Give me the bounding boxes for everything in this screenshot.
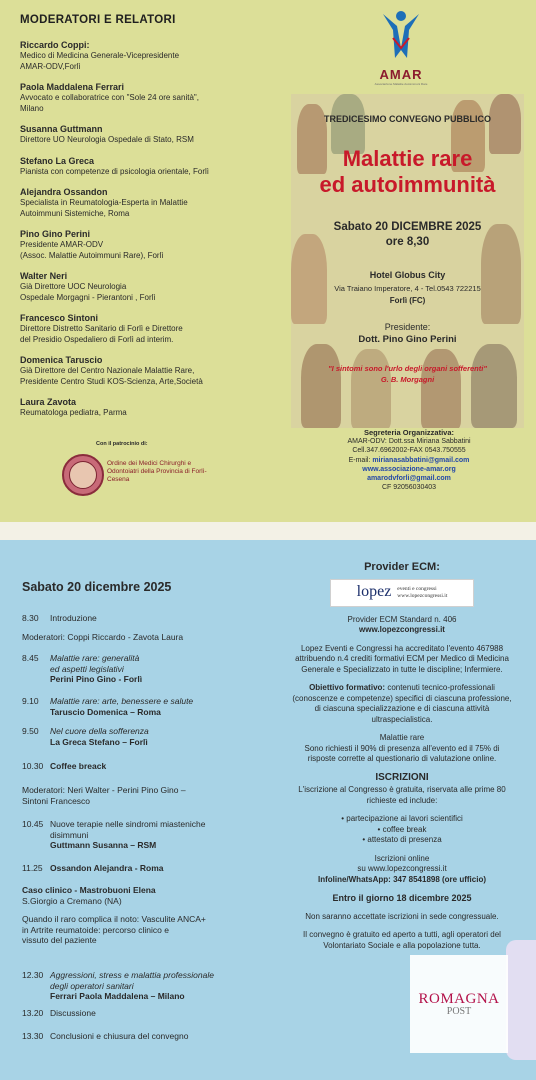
moderators-column (20, 14, 275, 429)
badge-sub: POST (446, 1006, 472, 1017)
program-time: 9.50 (22, 726, 39, 736)
secretariat (296, 428, 522, 492)
program-text (22, 914, 252, 946)
program-time: 12.30 (22, 970, 44, 980)
reg-item: • coffee break (377, 824, 427, 834)
person-role: Direttore Distretto Sanitario di Forlì e Direttore del Presidio Ospedaliero di Forlì ad interim. (20, 324, 183, 344)
people-list (20, 40, 275, 419)
online-site[interactable]: su www.lopezcongressi.it (357, 864, 447, 873)
person-name: Stefano La Greca (20, 155, 95, 166)
program-time: 13.20 (22, 1008, 44, 1018)
person-role: Avvocato e collaboratrice con "Sole 24 ore sanità", Milano (20, 93, 199, 113)
program-line: Guttmann Susanna – RSM (50, 840, 157, 850)
program-time: 8.45 (22, 653, 39, 663)
person-role: Medico di Medicina Generale-Vicepresidente AMAR-ODV,Forlì (20, 51, 180, 71)
person-name: Riccardo Coppi: (20, 40, 90, 50)
reg-item: • partecipazione ai lavori scientifici (341, 814, 463, 823)
badge-main: ROMAGNA (418, 991, 500, 1007)
person-name: Pino Gino Perini (20, 229, 91, 239)
event-date-line: Sabato 20 DICEMBRE 2025 (333, 221, 482, 233)
event-quote: "I sintomi sono l'urlo degli organi sofferenti" (328, 364, 487, 373)
rare-title: Malattie rare (379, 733, 425, 742)
president-label: Presidente: (384, 322, 431, 332)
event-text (291, 94, 524, 428)
event-date (291, 220, 524, 250)
lopez-sub1: eventi e congressi (397, 585, 437, 592)
reg-item: • attestato di presenza (362, 835, 442, 844)
event-time: ore 8,30 (385, 236, 430, 248)
email-link[interactable]: mirianasabbatini@gmail.com (372, 456, 470, 464)
person-entry (20, 229, 275, 261)
lopez-sub2: www.lopezcongressi.it (397, 592, 448, 599)
program-line: Moderatori: Neri Walter - Perini Pino Gino – (22, 785, 186, 795)
ecm-site[interactable]: www.lopezcongressi.it (359, 625, 445, 634)
program-text (50, 696, 280, 717)
program-text (50, 726, 280, 747)
person-entry (20, 355, 275, 387)
program-line: Quando il raro complica il noto: Vasculite ANCA+ (22, 914, 206, 924)
program-text (50, 970, 280, 1002)
person-role: Già Direttore del Centro Nazionale Malattie Rare, Presidente Centro Studi KOS-Scienza, Arte,Società (20, 366, 203, 386)
person-role: Presidente AMAR-ODV (Assoc. Malattie Autoimmuni Rare), Forlì (20, 240, 164, 260)
secretariat-title: Segreteria Organizzativa: (363, 428, 455, 437)
registration-title: ISCRIZIONI (375, 771, 429, 783)
person-role: Reumatologa pediatra, Parma (20, 408, 127, 417)
deadline: Entro il giorno 18 dicembre 2025 (332, 893, 472, 903)
program-text (50, 863, 280, 874)
program-line: Caso clinico - Mastrobuoni Elena (22, 885, 156, 895)
program-line: vissuto del paziente (22, 935, 97, 945)
free-text: Il convegno è gratuito ed aperto a tutti, agli operatori del Volontariato Sociale e alla popolazione tutta. (303, 930, 501, 950)
program-text (50, 653, 280, 685)
program-time: 11.25 (22, 863, 43, 873)
person-role: Direttore UO Neurologia Ospedale di Stato, RSM (20, 135, 194, 144)
person-entry (20, 82, 275, 114)
program-time: 8.30 (22, 613, 39, 623)
event-title (291, 146, 524, 198)
program-text (22, 785, 252, 806)
quote-author: G. B. Morgagni (380, 375, 435, 384)
objective-label: Obiettivo formativo: (309, 683, 386, 692)
program-column (22, 580, 277, 610)
event-city: Forlì (FC) (389, 296, 426, 305)
program-text (22, 885, 252, 906)
person-name: Francesco Sintoni (20, 313, 99, 323)
secretariat-line1: AMAR-ODV: Dott.ssa Miriana Sabbatini (347, 438, 471, 446)
email-label: E-mail: (348, 456, 371, 464)
program-line: degli operatori sanitari (50, 980, 134, 991)
person-entry (20, 397, 275, 419)
program-text (50, 613, 280, 624)
person-name: Susanna Guttmann (20, 124, 103, 134)
program-text (22, 632, 252, 643)
event-poster (291, 94, 524, 428)
person-role: Già Direttore UOC Neurologia Ospedale Morgagni - Pierantoni , Forlì (20, 282, 156, 302)
secretariat-email-row (296, 456, 522, 465)
person-entry (20, 313, 275, 345)
person-entry (20, 187, 275, 219)
program-line: Ferrari Paola Maddalena – Milano (50, 991, 185, 1001)
event-title-line2: ed autoimmunità (319, 172, 496, 197)
ecm-column (292, 562, 512, 951)
website-link[interactable]: www.associazione-amar.org (362, 465, 456, 473)
order-seal-icon (62, 454, 104, 496)
event-title-line1: Malattie rare (342, 146, 473, 171)
person-entry (20, 40, 275, 72)
ecm-accredit: Lopez Eventi e Congressi ha accreditato l'evento 467988 attribuendo n.4 crediti formativi ECM per Medico di Medicina Generale e Specializzato in tutte le discipline; Infermiere. (295, 643, 509, 674)
program-line: Nel cuore della sofferenza (50, 726, 149, 736)
program-time: 13.30 (22, 1031, 44, 1041)
moderators-title: MODERATORI E RELATORI (20, 14, 176, 26)
secretariat-line2: Cell.347.6962002-FAX 0543.750555 (352, 447, 466, 455)
program-time: 9.10 (22, 696, 39, 706)
program-line: Sintoni Francesco (22, 795, 91, 806)
person-name: Paola Maddalena Ferrari (20, 82, 125, 92)
program-line: Aggressioni, stress e malattia professionale (50, 970, 214, 980)
person-name: Laura Zavota (20, 397, 77, 407)
program-line: Coffee breack (50, 761, 107, 771)
program-title: Sabato 20 dicembre 2025 (22, 580, 172, 594)
event-address: Via Traiano Imperatore, 4 - Tel.0543 722215 (334, 284, 481, 293)
program-text (50, 819, 280, 851)
program-text (50, 761, 280, 772)
program-text (50, 1031, 280, 1042)
person-role: Pianista con competenze di psicologia orientale, Forlì (20, 166, 209, 176)
email2-link[interactable]: amarodvforli@gmail.com (367, 475, 451, 483)
person-name: Walter Neri (20, 271, 68, 281)
president-name: Dott. Pino Gino Perini (358, 334, 457, 345)
program-line: Ossandon Alejandra - Roma (50, 863, 164, 873)
not-accepted: Non saranno accettate iscrizioni in sede congressuale. (305, 911, 499, 921)
program-line: Nuove terapie nelle sindromi miasteniche (50, 819, 206, 829)
program-line: Malattie rare: arte, benessere e salute (50, 696, 194, 706)
event-hotel: Hotel Globus City (369, 270, 446, 280)
ecm-standard: Provider ECM Standard n. 406 (347, 614, 457, 624)
program-line: La Greca Stefano – Forlì (50, 736, 148, 747)
program-line: Perini Pino Gino - Forlì (50, 674, 143, 684)
romagna-post-badge (410, 955, 508, 1053)
top-panel (0, 0, 536, 522)
ecm-title: Provider ECM: (364, 561, 440, 573)
overlay-edge (506, 940, 536, 1060)
lopez-name: lopez (356, 583, 392, 601)
program-line: Introduzione (50, 613, 97, 623)
program-time: 10.30 (22, 761, 44, 771)
person-entry (20, 124, 275, 146)
program-line: Conclusioni e chiusura del convegno (50, 1031, 189, 1041)
person-role: Specialista in Reumatologia-Esperta in Malattie Autoimmuni Sistemiche, Roma (20, 198, 188, 218)
order-name: Ordine dei Medici Chirurghi e Odontoiatri della Provincia di Forlì-Cesena (107, 460, 207, 483)
program-time: 10.45 (22, 819, 44, 829)
program-line: disimmuni (50, 829, 89, 840)
ecm-objective (292, 683, 512, 725)
infoline: Infoline/WhatsApp: 347 8541898 (ore ufficio) (317, 874, 487, 884)
program-line: S.Giorgio a Cremano (NA) (22, 895, 122, 906)
person-name: Domenica Taruscio (20, 355, 103, 365)
program-line: Discussione (50, 1008, 96, 1018)
objective-text: contenuti tecnico-professionali (conoscenze e competenze) specifici di ciascuna professione, di ciascuna specializzazione e di ciascuna attività ultraspecialistica. (292, 683, 512, 724)
program-line: Taruscio Domenica – Roma (50, 706, 161, 717)
online-label: Iscrizioni online (374, 853, 430, 863)
registration-text: L'iscrizione al Congresso è gratuita, riservata alle prime 80 richieste ed include: (298, 785, 506, 805)
program-line: ed aspetti legislativi (50, 663, 124, 674)
program-text (50, 1008, 280, 1019)
program-line: Moderatori: Coppi Riccardo - Zavota Laura (22, 632, 184, 642)
presence-text: Sono richiesti il 90% di presenza all'evento ed il 75% di risposte corrette al questionario di valutazione online. (304, 743, 500, 763)
amar-name: AMAR (379, 67, 423, 82)
person-name: Alejandra Ossandon (20, 187, 108, 197)
amar-sub: Associazione Malattie Autoimmuni Rare (374, 82, 428, 86)
lopez-logo (330, 579, 474, 607)
person-entry (20, 271, 275, 303)
amar-logo (370, 8, 432, 86)
patronage-label: Con il patrocinio di: (96, 441, 148, 447)
person-entry (20, 156, 275, 178)
program-line: in Artrite reumatoide: percorso clinico e (22, 924, 169, 935)
tax-code: CF 92056030403 (381, 484, 437, 492)
event-kicker: TREDICESIMO CONVEGNO PUBBLICO (323, 114, 491, 124)
lopez-sub (397, 586, 447, 600)
amar-figure-icon (379, 8, 423, 64)
program-line: Malattie rare: generalità (50, 653, 140, 663)
